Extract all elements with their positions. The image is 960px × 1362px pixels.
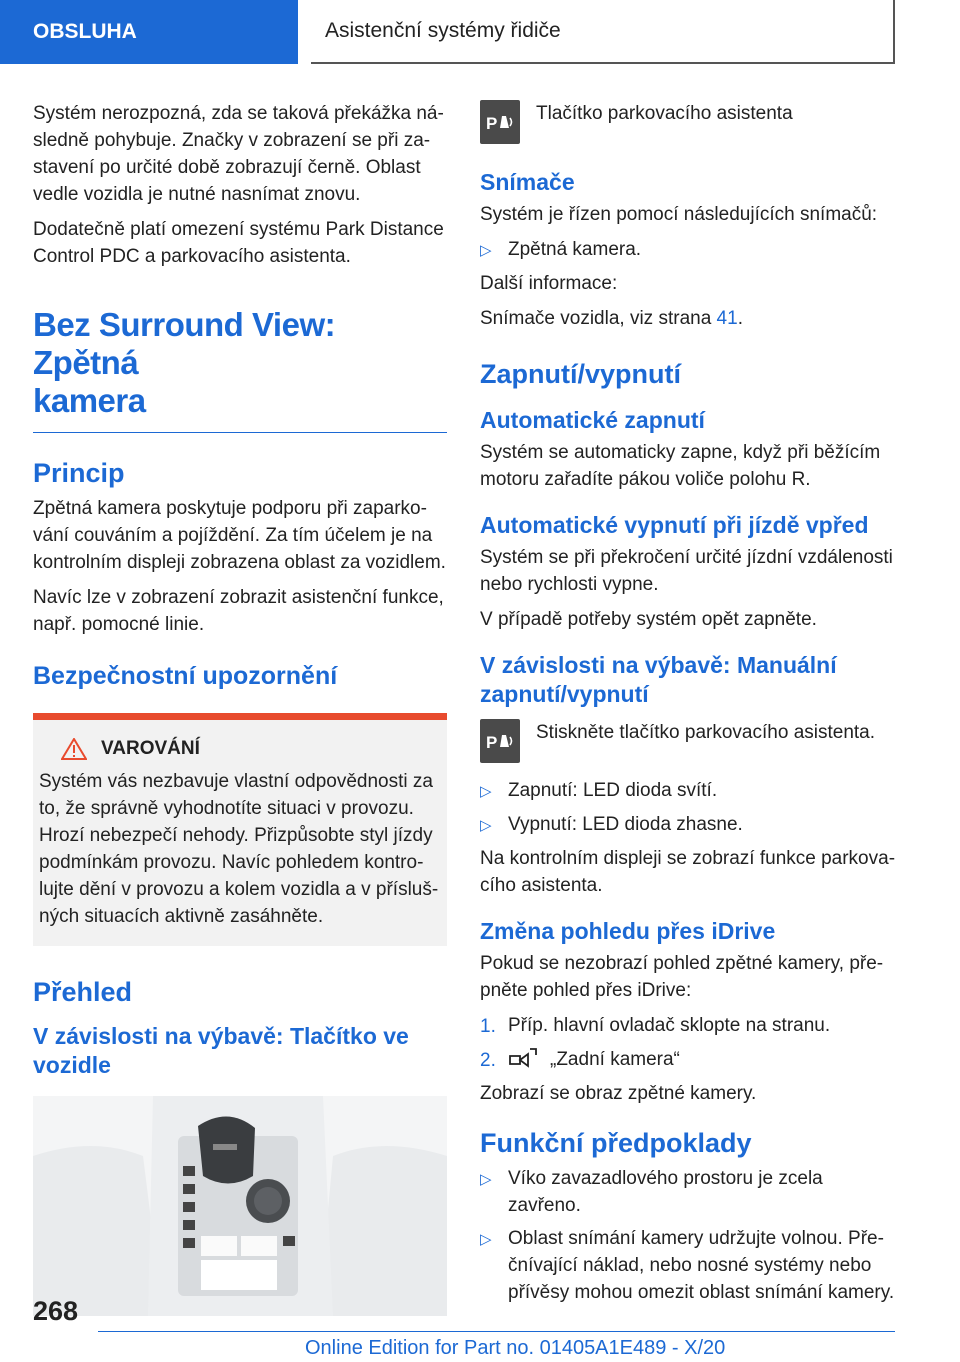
warning-title: VAROVÁNÍ [101,738,200,759]
prereq-heading: Funkční předpoklady [480,1128,752,1158]
safety-heading: Bezpečnostní upozornění [33,662,338,690]
idrive-heading: Změna pohledu přes iDrive [480,918,776,944]
footer-rule [98,1331,895,1332]
auto-off-heading: Automatické vypnutí při jízdě vpřed [480,512,869,538]
more-info-label: Další informace: [480,273,618,294]
chapter-title: Asistenční systémy řidiče [325,19,561,42]
left-column [33,100,447,1316]
sensors-heading: Snímače [480,169,575,195]
auto-on-paragraph: Systém se automaticky zapne, když při běžícím motoru zařadíte pákou voliče polohu R. [480,442,881,490]
sensors-reference [480,305,900,332]
warning-title-row [61,738,441,760]
sensors-bullet-text: Zpětná kamera. [508,239,642,260]
console-illustration [33,1096,447,1316]
page-number: 268 [33,1296,79,1326]
prereq-bullet-1 [480,1165,900,1219]
idrive-paragraph: Pokud se nezobrazí pohled zpětné kamery, přepněte pohled přes iDrive: [480,953,884,1001]
overview-heading: Přehled [33,977,133,1007]
idrive-step-2-text: „Zadní kamera“ [550,1049,680,1070]
step-number: 1. [480,1016,496,1037]
manual-button-row [480,719,900,763]
right-column [480,100,900,1312]
section-label: OBSLUHA [33,20,137,43]
vehicle-console-photo [33,1096,447,1316]
intro-paragraph-1: Systém nerozpozná, zda se taková překážka následně pohybuje. Značky v zobrazení se při zastavení po určité době zobrazují černě. Oblast vedle vozidla je nutné nasnímat znovu. [33,103,444,205]
bullet-triangle-icon: ▷ [480,1171,492,1188]
onoff-heading: Zapnutí/vypnutí [480,359,681,389]
manual-bullet-1 [480,777,900,805]
chapter-heading [33,306,447,420]
manual-bullet-2-text: Vypnutí: LED dioda zhasne. [508,814,743,835]
bullet-triangle-icon: ▷ [480,817,492,834]
princip-paragraph-1: Zpětná kamera poskytuje podporu při zaparkování couváním a pojíždění. Za tím účelem je na kontrolním displeji zobrazena oblast za vozidlem. [33,498,446,573]
idrive-paragraph-2: Zobrazí se obraz zpětné kamery. [480,1083,757,1104]
parking-button-caption: Tlačítko parkovacího asistenta [536,103,793,124]
manual-bullet-1-text: Zapnutí: LED dioda svítí. [508,780,718,801]
intro-paragraph-2: Dodatečně platí omezení systému Park Distance Control PDC a parkovacího asistenta. [33,219,444,267]
parking-assistant-icon [480,100,520,144]
chapter-heading-line-1: Bez Surround View: Zpětná [33,306,336,381]
princip-heading: Princip [33,458,125,488]
warning-box [33,713,447,946]
bullet-triangle-icon: ▷ [480,1231,492,1248]
footer-edition: Online Edition for Part no. 01405A1E489 - X/20 [305,1337,726,1359]
section-tab [0,0,298,64]
warning-triangle-icon [61,738,87,760]
manual-paragraph: Stiskněte tlačítko parkovacího asistenta. [536,722,876,743]
sensors-reference-text: Snímače vozidla, viz strana [480,308,717,329]
page-41-link[interactable]: 41 [716,308,738,329]
button-heading: V závislosti na výbavě: Tlačítko ve vozidle [33,1023,409,1078]
bullet-triangle-icon: ▷ [480,783,492,800]
prereq-bullet-2 [480,1225,900,1306]
idrive-step-1 [480,1012,900,1040]
prereq-bullet-2-text: Oblast snímání kamery udržujte volnou. Přečnívající náklad, nebo nosné systémy nebo přívěsy mohou omezit oblast snímání kamery. [508,1228,895,1303]
rear-camera-icon [508,1046,538,1070]
svg-text:P: P [486,733,498,752]
sensors-paragraph: Systém je řízen pomocí následujících snímačů: [480,204,878,225]
parking-assistant-icon-2 [480,719,520,763]
chapter-heading-rule [33,432,447,433]
auto-off-paragraph-1: Systém se při překročení určité jízdní vzdálenosti nebo rychlosti vypne. [480,547,893,595]
sensors-bullet [480,236,900,264]
manual-bullet-2 [480,811,900,839]
princip-paragraph-2: Navíc lze v zobrazení zobrazit asistenční funkce, např. pomocné linie. [33,587,444,635]
manual-paragraph-2: Na kontrolním displeji se zobrazí funkce parkovacího asistenta. [480,848,896,896]
parking-button-row [480,100,900,144]
auto-on-heading: Automatické zapnutí [480,407,705,433]
svg-text:P: P [486,114,498,133]
manual-heading: V závislosti na výbavě: Manuální zapnutí/vypnutí [480,652,837,707]
warning-text: Systém vás nezbavuje vlastní odpovědnosti za to, že správně vyhodnotíte situaci v provozu. Hrozí nebezpečí nehody. Přizpůsobte styl jízdy podmínkám provozu. Navíc pohledem kontrolujte dění v provozu a kolem vozidla a v příslušných situacích aktivně zasáhněte. [39,771,439,927]
bullet-triangle-icon: ▷ [480,242,492,259]
step-number: 2. [480,1050,496,1071]
sensors-reference-end: . [737,308,743,329]
prereq-bullet-1-text: Víko zavazadlového prostoru je zcela zavřeno. [508,1168,823,1216]
auto-off-paragraph-2: V případě potřeby systém opět zapněte. [480,609,817,630]
chapter-title-bar [311,0,895,64]
idrive-step-2 [480,1046,900,1074]
idrive-step-1-text: Příp. hlavní ovladač sklopte na stranu. [508,1015,831,1036]
chapter-heading-line-2: kamera [33,382,146,419]
